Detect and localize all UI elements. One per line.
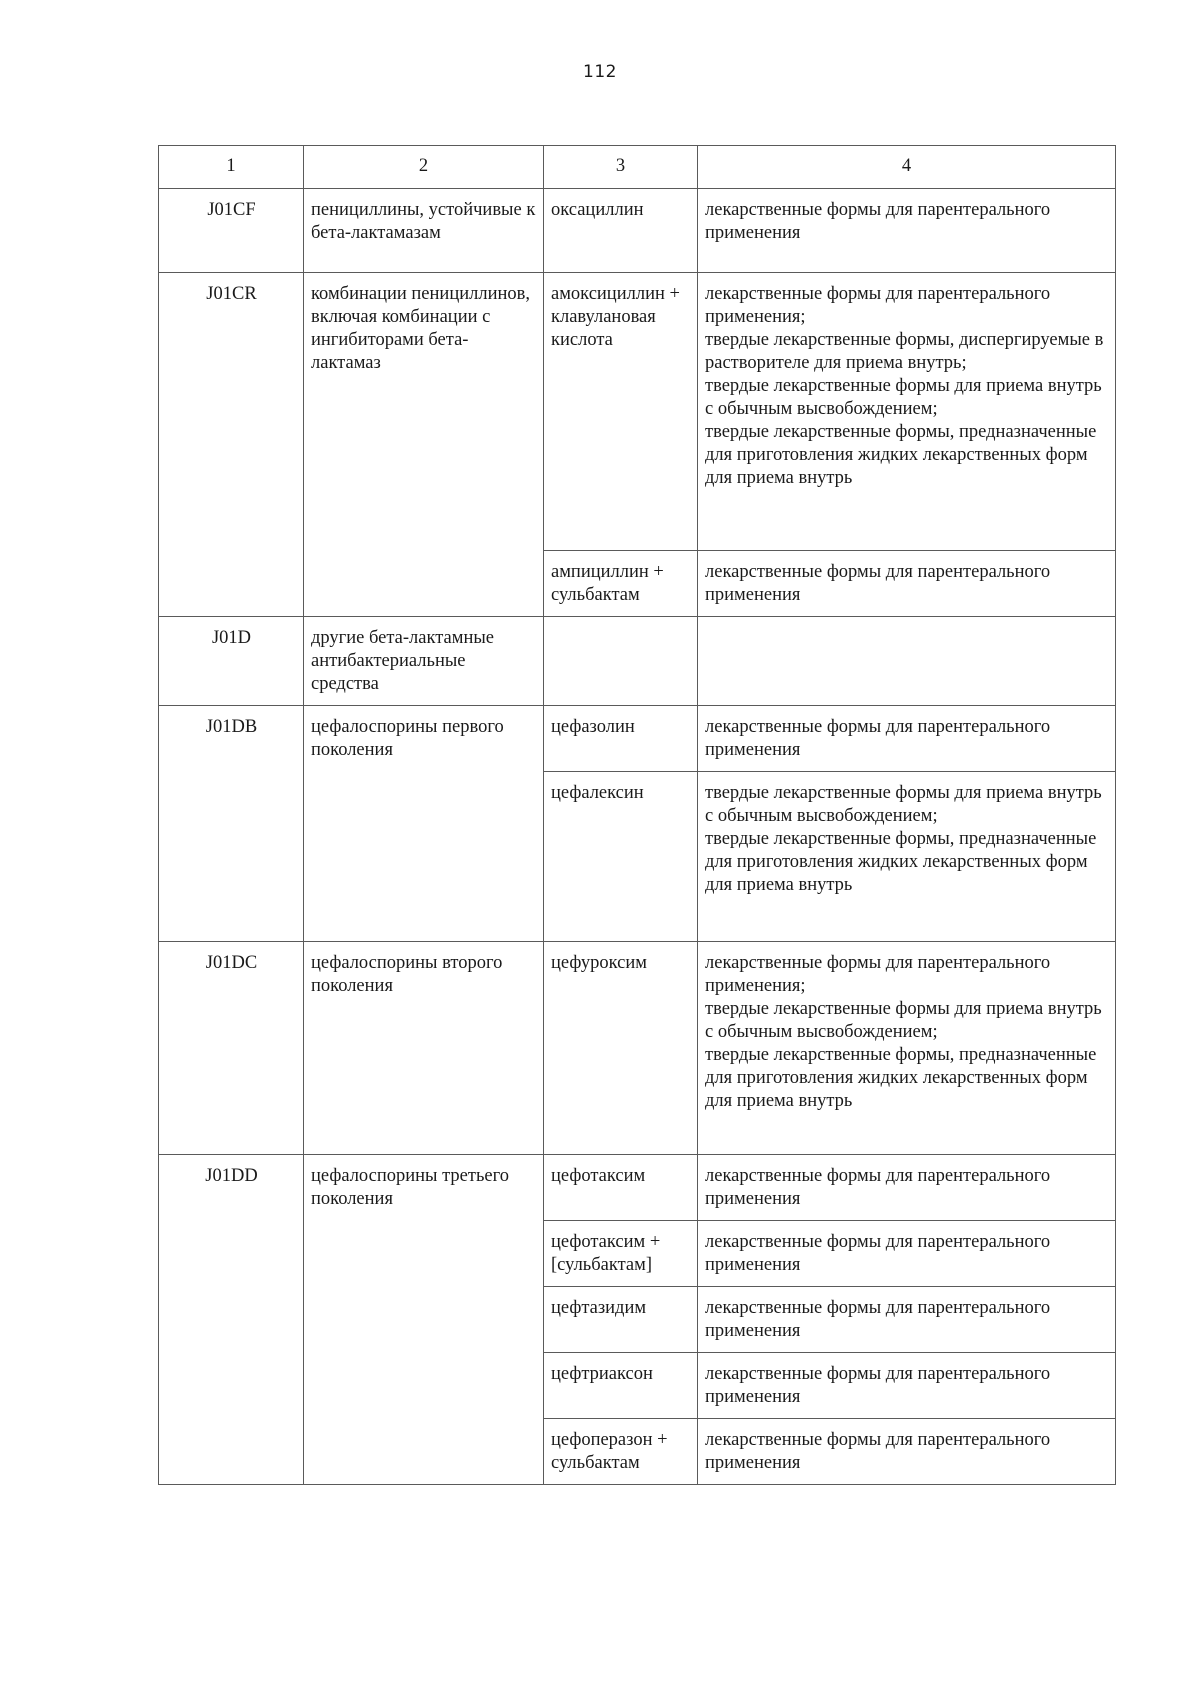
group-name-cell: цефалоспорины второго поколения (304, 942, 544, 1155)
atc-code-cell: J01CR (159, 273, 304, 617)
table-row (159, 617, 1116, 706)
dosage-forms-cell: лекарственные формы для парентерального применения (698, 1287, 1116, 1353)
drug-name-cell: цефазолин (544, 706, 698, 772)
drug-name-cell: цефотаксим + [сульбактам] (544, 1221, 698, 1287)
dosage-forms-cell: лекарственные формы для парентерального применения (698, 1155, 1116, 1221)
atc-code-cell: J01CF (159, 189, 304, 273)
dosage-forms-cell (698, 617, 1116, 706)
atc-code-cell: J01DB (159, 706, 304, 942)
dosage-forms-cell: лекарственные формы для парентерального применения (698, 551, 1116, 617)
group-name-cell: другие бета-лактамные антибактериальные средства (304, 617, 544, 706)
column-header: 1 (159, 146, 304, 189)
dosage-forms-cell: лекарственные формы для парентерального применения (698, 1353, 1116, 1419)
table-row (159, 706, 1116, 772)
dosage-forms-cell: лекарственные формы для парентерального применения; твердые лекарственные формы для приема внутрь с обычным высвобождением; твердые лекарственные формы, предназначенные для приготовления жидких лекарственных форм для приема внутрь (698, 942, 1116, 1155)
drug-name-cell: оксациллин (544, 189, 698, 273)
table-row (159, 942, 1116, 1155)
drug-name-cell: цефуроксим (544, 942, 698, 1155)
group-name-cell: цефалоспорины третьего поколения (304, 1155, 544, 1485)
group-name-cell: пенициллины, устойчивые к бета-лактамазам (304, 189, 544, 273)
atc-code-cell: J01D (159, 617, 304, 706)
column-header: 2 (304, 146, 544, 189)
table-row (159, 189, 1116, 273)
drug-name-cell: цефотаксим (544, 1155, 698, 1221)
table-row (159, 1155, 1116, 1221)
table-row (159, 273, 1116, 551)
drug-name-cell: цефтриаксон (544, 1353, 698, 1419)
atc-code-cell: J01DD (159, 1155, 304, 1485)
drug-table (158, 145, 1116, 1485)
column-header: 3 (544, 146, 698, 189)
group-name-cell: комбинации пенициллинов, включая комбинации с ингибиторами бета-лактамаз (304, 273, 544, 617)
column-header: 4 (698, 146, 1116, 189)
drug-name-cell: амоксициллин + клавулановая кислота (544, 273, 698, 551)
atc-code-cell: J01DC (159, 942, 304, 1155)
dosage-forms-cell: лекарственные формы для парентерального применения; твердые лекарственные формы, диспергируемые в растворителе для приема внутрь; твердые лекарственные формы для приема внутрь с обычным высвобождением; твердые лекарственные формы, предназначенные для приготовления жидких лекарственных форм для приема внутрь (698, 273, 1116, 551)
dosage-forms-cell: лекарственные формы для парентерального применения (698, 706, 1116, 772)
dosage-forms-cell: твердые лекарственные формы для приема внутрь с обычным высвобождением; твердые лекарственные формы, предназначенные для приготовления жидких лекарственных форм для приема внутрь (698, 772, 1116, 942)
drug-name-cell: цефалексин (544, 772, 698, 942)
page-number: 112 (583, 62, 617, 82)
table-header-row (159, 146, 1116, 189)
dosage-forms-cell: лекарственные формы для парентерального применения (698, 1419, 1116, 1485)
group-name-cell: цефалоспорины первого поколения (304, 706, 544, 942)
dosage-forms-cell: лекарственные формы для парентерального применения (698, 189, 1116, 273)
drug-name-cell: цефтазидим (544, 1287, 698, 1353)
dosage-forms-cell: лекарственные формы для парентерального применения (698, 1221, 1116, 1287)
drug-name-cell: ампициллин + сульбактам (544, 551, 698, 617)
drug-name-cell (544, 617, 698, 706)
drug-name-cell: цефоперазон + сульбактам (544, 1419, 698, 1485)
